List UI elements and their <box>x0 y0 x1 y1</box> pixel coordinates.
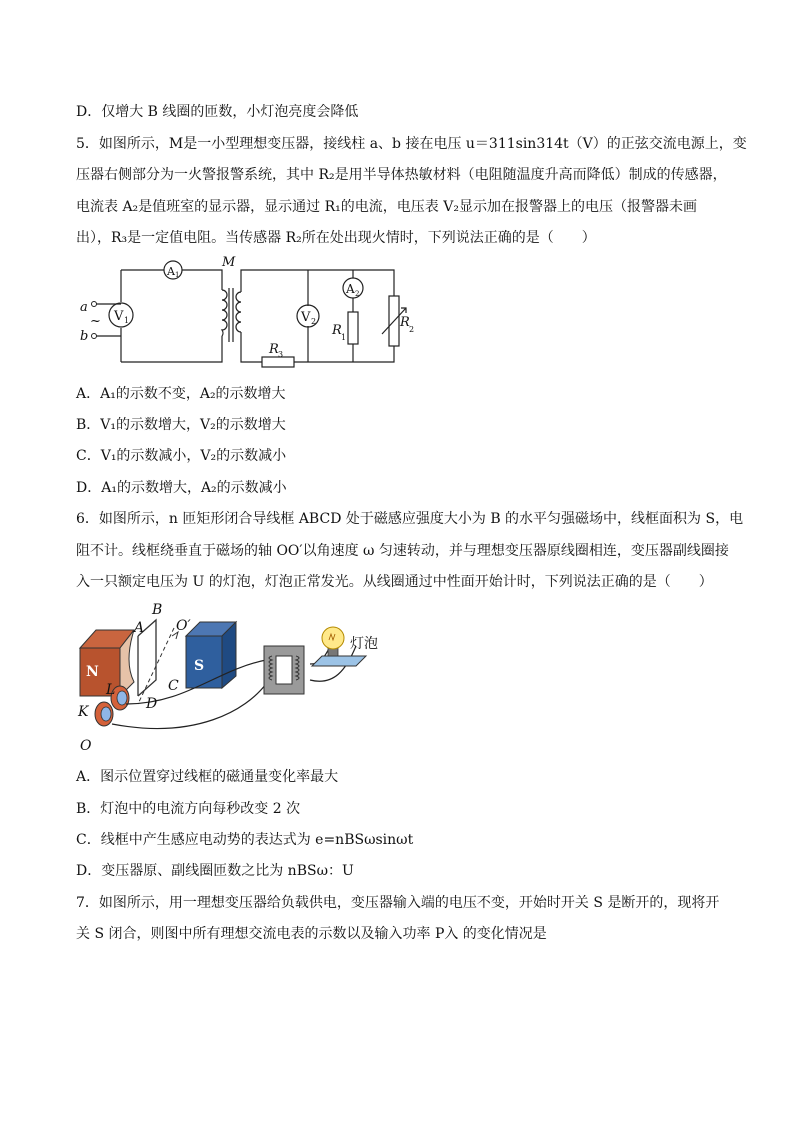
coil-corner-a-label: A <box>134 620 145 636</box>
option-6b: B．灯泡中的电流方向每秒改变 2 次 <box>76 801 301 817</box>
ammeter-a2-label: A <box>346 282 355 296</box>
option-5d-prev: D．仅增大 B 线圈的匝数，小灯泡亮度会降低 <box>76 104 359 120</box>
option-5a: A．A₁的示数不变，A₂的示数增大 <box>76 386 286 402</box>
option-5c: C．V₁的示数减小，V₂的示数减小 <box>76 448 287 464</box>
coil-corner-b-label: B <box>152 602 163 618</box>
magnet-n-label: N <box>86 664 99 680</box>
resistor-r2-sub: 2 <box>409 325 415 334</box>
resistor-r1-sub: 1 <box>341 333 347 342</box>
voltmeter-v2-sub: 2 <box>311 317 317 326</box>
resistor-r1-label: R <box>332 323 342 338</box>
transformer-m-label: M <box>222 256 236 270</box>
magnet-s-label: S <box>194 658 205 674</box>
circuit-figure-1 <box>76 256 416 374</box>
terminal-b-label: b <box>80 329 89 344</box>
ring-k-label: K <box>78 704 89 720</box>
option-5b: B．V₁的示数增大，V₂的示数增大 <box>76 417 286 433</box>
voltmeter-v1-sub: 1 <box>124 316 130 325</box>
resistor-r2-label: R <box>400 315 410 330</box>
question-6-line-2: 阻不计。线框绕垂直于磁场的轴 OO′以角速度 ω 匀速转动，并与理想变压器原线圈相连，变压器副线圈接 <box>76 543 729 559</box>
ac-source-symbol: ~ <box>90 314 101 329</box>
question-5-line-3: 电流表 A₂是值班室的显示器，显示通过 R₁的电流，电压表 V₂显示加在报警器上的电压（报警器未画 <box>76 199 697 215</box>
coil-corner-c-label: C <box>168 678 179 694</box>
terminal-a-label: a <box>80 300 88 315</box>
generator-figure-2 <box>76 600 406 755</box>
option-6c: C．线框中产生感应电动势的表达式为 e=nBSωsinωt <box>76 832 414 848</box>
question-5-line-1: 5．如图所示，M是一小型理想变压器，接线柱 a、b 接在电压 u＝311sin314t（V）的正弦交流电源上，变 <box>76 136 747 152</box>
option-6d: D．变压器原、副线圈匝数之比为 nBSω：U <box>76 863 354 879</box>
voltmeter-v1-label: V <box>114 309 124 324</box>
ammeter-a1-sub: 1 <box>175 271 180 279</box>
bulb-label: 灯泡 <box>350 636 378 652</box>
axis-o-label: O <box>80 738 92 754</box>
question-5-line-4: 出），R₃是一定值电阻。当传感器 R₂所在处出现火情时，下列说法正确的是（ ） <box>76 230 596 246</box>
axis-o-prime-label: O′ <box>176 618 191 634</box>
option-5d: D．A₁的示数增大，A₂的示数减小 <box>76 480 287 496</box>
resistor-r3-sub: 3 <box>278 350 284 359</box>
question-7-line-1: 7．如图所示，用一理想变压器给负载供电，变压器输入端的电压不变，开始时开关 S 是断开的，现将开 <box>76 895 720 911</box>
resistor-r3-label: R <box>269 342 279 357</box>
question-6-line-1: 6．如图所示，n 匝矩形闭合导线框 ABCD 处于磁感应强度大小为 B 的水平匀强磁场中，线框面积为 S，电 <box>76 511 744 527</box>
ammeter-a1-label: A <box>167 265 175 278</box>
option-6a: A．图示位置穿过线框的磁通量变化率最大 <box>76 769 339 785</box>
question-5-line-2: 压器右侧部分为一火警报警系统，其中 R₂是用半导体热敏材料（电阻随温度升高而降低）制成的传感器， <box>76 167 727 183</box>
question-7-line-2: 关 S 闭合，则图中所有理想交流电表的示数以及输入功率 P入 的变化情况是 <box>76 926 547 942</box>
coil-corner-d-label: D <box>146 696 158 712</box>
ring-l-label: L <box>106 682 116 698</box>
question-6-line-3: 入一只额定电压为 U 的灯泡，灯泡正常发光。从线圈通过中性面开始计时，下列说法正确的是（ ） <box>76 574 713 590</box>
ammeter-a2-sub: 2 <box>355 290 360 298</box>
voltmeter-v2-label: V <box>301 310 311 325</box>
